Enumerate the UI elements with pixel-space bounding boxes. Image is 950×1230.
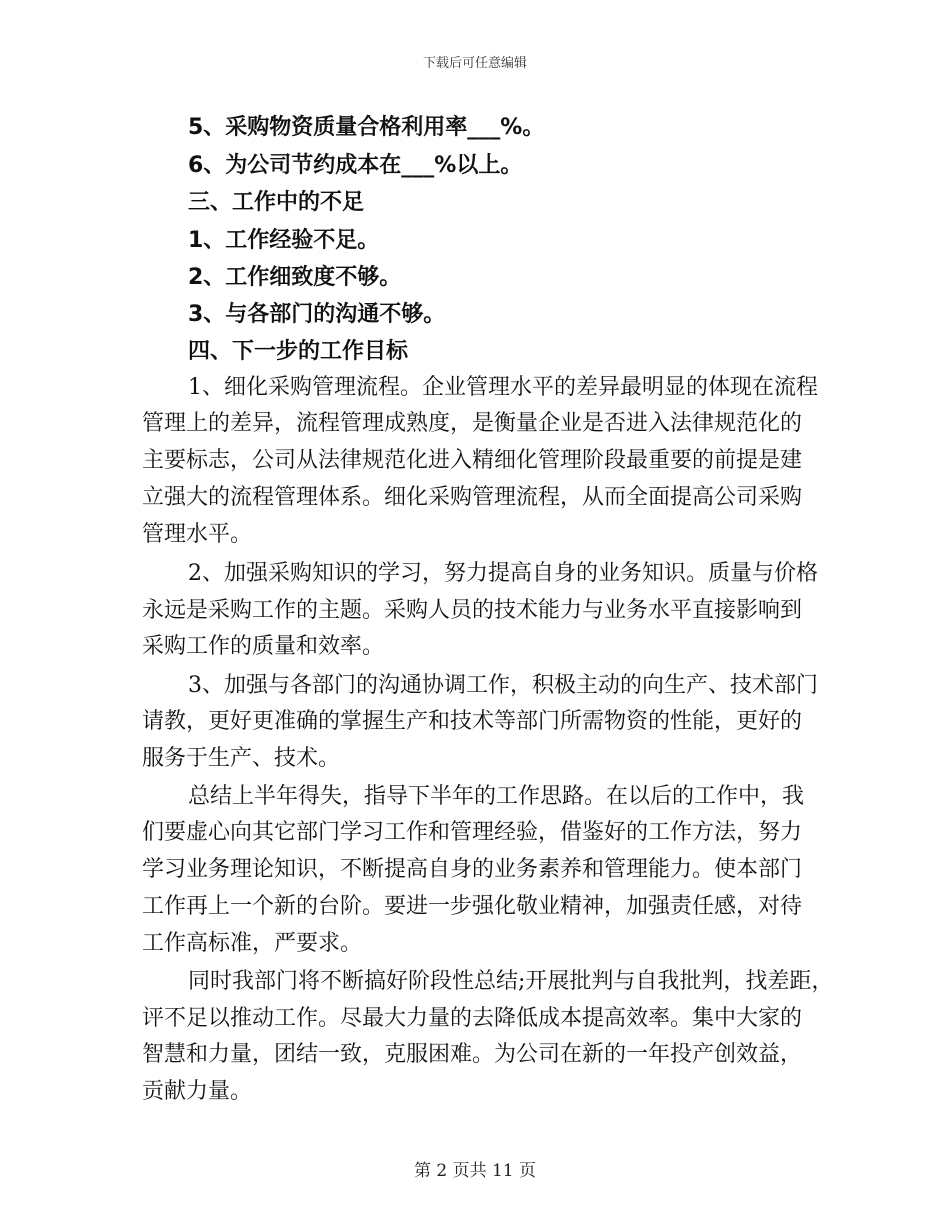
bold-line: 2、工作细致度不够。 (188, 265, 402, 290)
paragraph-line: 1、细化采购管理流程。企业管理水平的差异最明显的体现在流程 (188, 375, 818, 400)
section-heading: 三、工作中的不足 (188, 190, 365, 215)
paragraph-line: 服务于生产、技术。 (142, 746, 341, 771)
page-header: 下载后可任意编辑 (422, 56, 527, 71)
paragraph-line: 贡献力量。 (142, 1079, 253, 1104)
paragraph-line: 工作高标准，严要求。 (142, 931, 363, 956)
paragraph-line: 同时我部门将不断搞好阶段性总结;开展批判与自我批判，找差距， (188, 969, 834, 994)
bold-line: 3、与各部门的沟通不够。 (188, 302, 446, 327)
paragraph-line: 管理水平。 (142, 522, 253, 547)
paragraph-line: 评不足以推动工作。尽最大力量的去降低成本提高效率。集中大家的 (142, 1006, 803, 1031)
paragraph-line: 总结上半年得失，指导下半年的工作思路。在以后的工作中，我 (188, 784, 805, 809)
paragraph-line: 管理上的差异，流程管理成熟度，是衡量企业是否进入法律规范化的 (142, 411, 803, 436)
section-heading: 四、下一步的工作目标 (188, 339, 409, 364)
bold-line: 5、采购物资质量合格利用率___%。 (188, 115, 545, 140)
bold-line: 6、为公司节约成本在___%以上。 (188, 153, 523, 178)
paragraph-line: 工作再上一个新的台阶。要进一步强化敬业精神，加强责任感，对待 (142, 894, 803, 919)
paragraph-line: 主要标志，公司从法律规范化进入精细化管理阶段最重要的前提是建 (142, 448, 803, 473)
paragraph-line: 3、加强与各部门的沟通协调工作，积极主动的向生产、技术部门 (188, 673, 818, 698)
paragraph-line: 智慧和力量，团结一致，克服困难。为公司在新的一年投产创效益， (142, 1042, 803, 1067)
paragraph-line: 2、加强采购知识的学习，努力提高自身的业务知识。质量与价格 (188, 561, 818, 586)
paragraph-line: 们要虚心向其它部门学习工作和管理经验，借鉴好的工作方法，努力 (142, 820, 803, 845)
page-footer: 第 2 页共 11 页 (413, 1161, 537, 1181)
paragraph-line: 学习业务理论知识，不断提高自身的业务素养和管理能力。使本部门 (142, 857, 803, 882)
paragraph-line: 请教，更好更准确的掌握生产和技术等部门所需物资的性能，更好的 (142, 709, 803, 734)
paragraph-line: 采购工作的质量和效率。 (142, 634, 385, 659)
paragraph-line: 立强大的流程管理体系。细化采购管理流程，从而全面提高公司采购 (142, 485, 803, 510)
paragraph-line: 永远是采购工作的主题。采购人员的技术能力与业务水平直接影响到 (142, 598, 803, 623)
bold-line: 1、工作经验不足。 (188, 228, 380, 253)
